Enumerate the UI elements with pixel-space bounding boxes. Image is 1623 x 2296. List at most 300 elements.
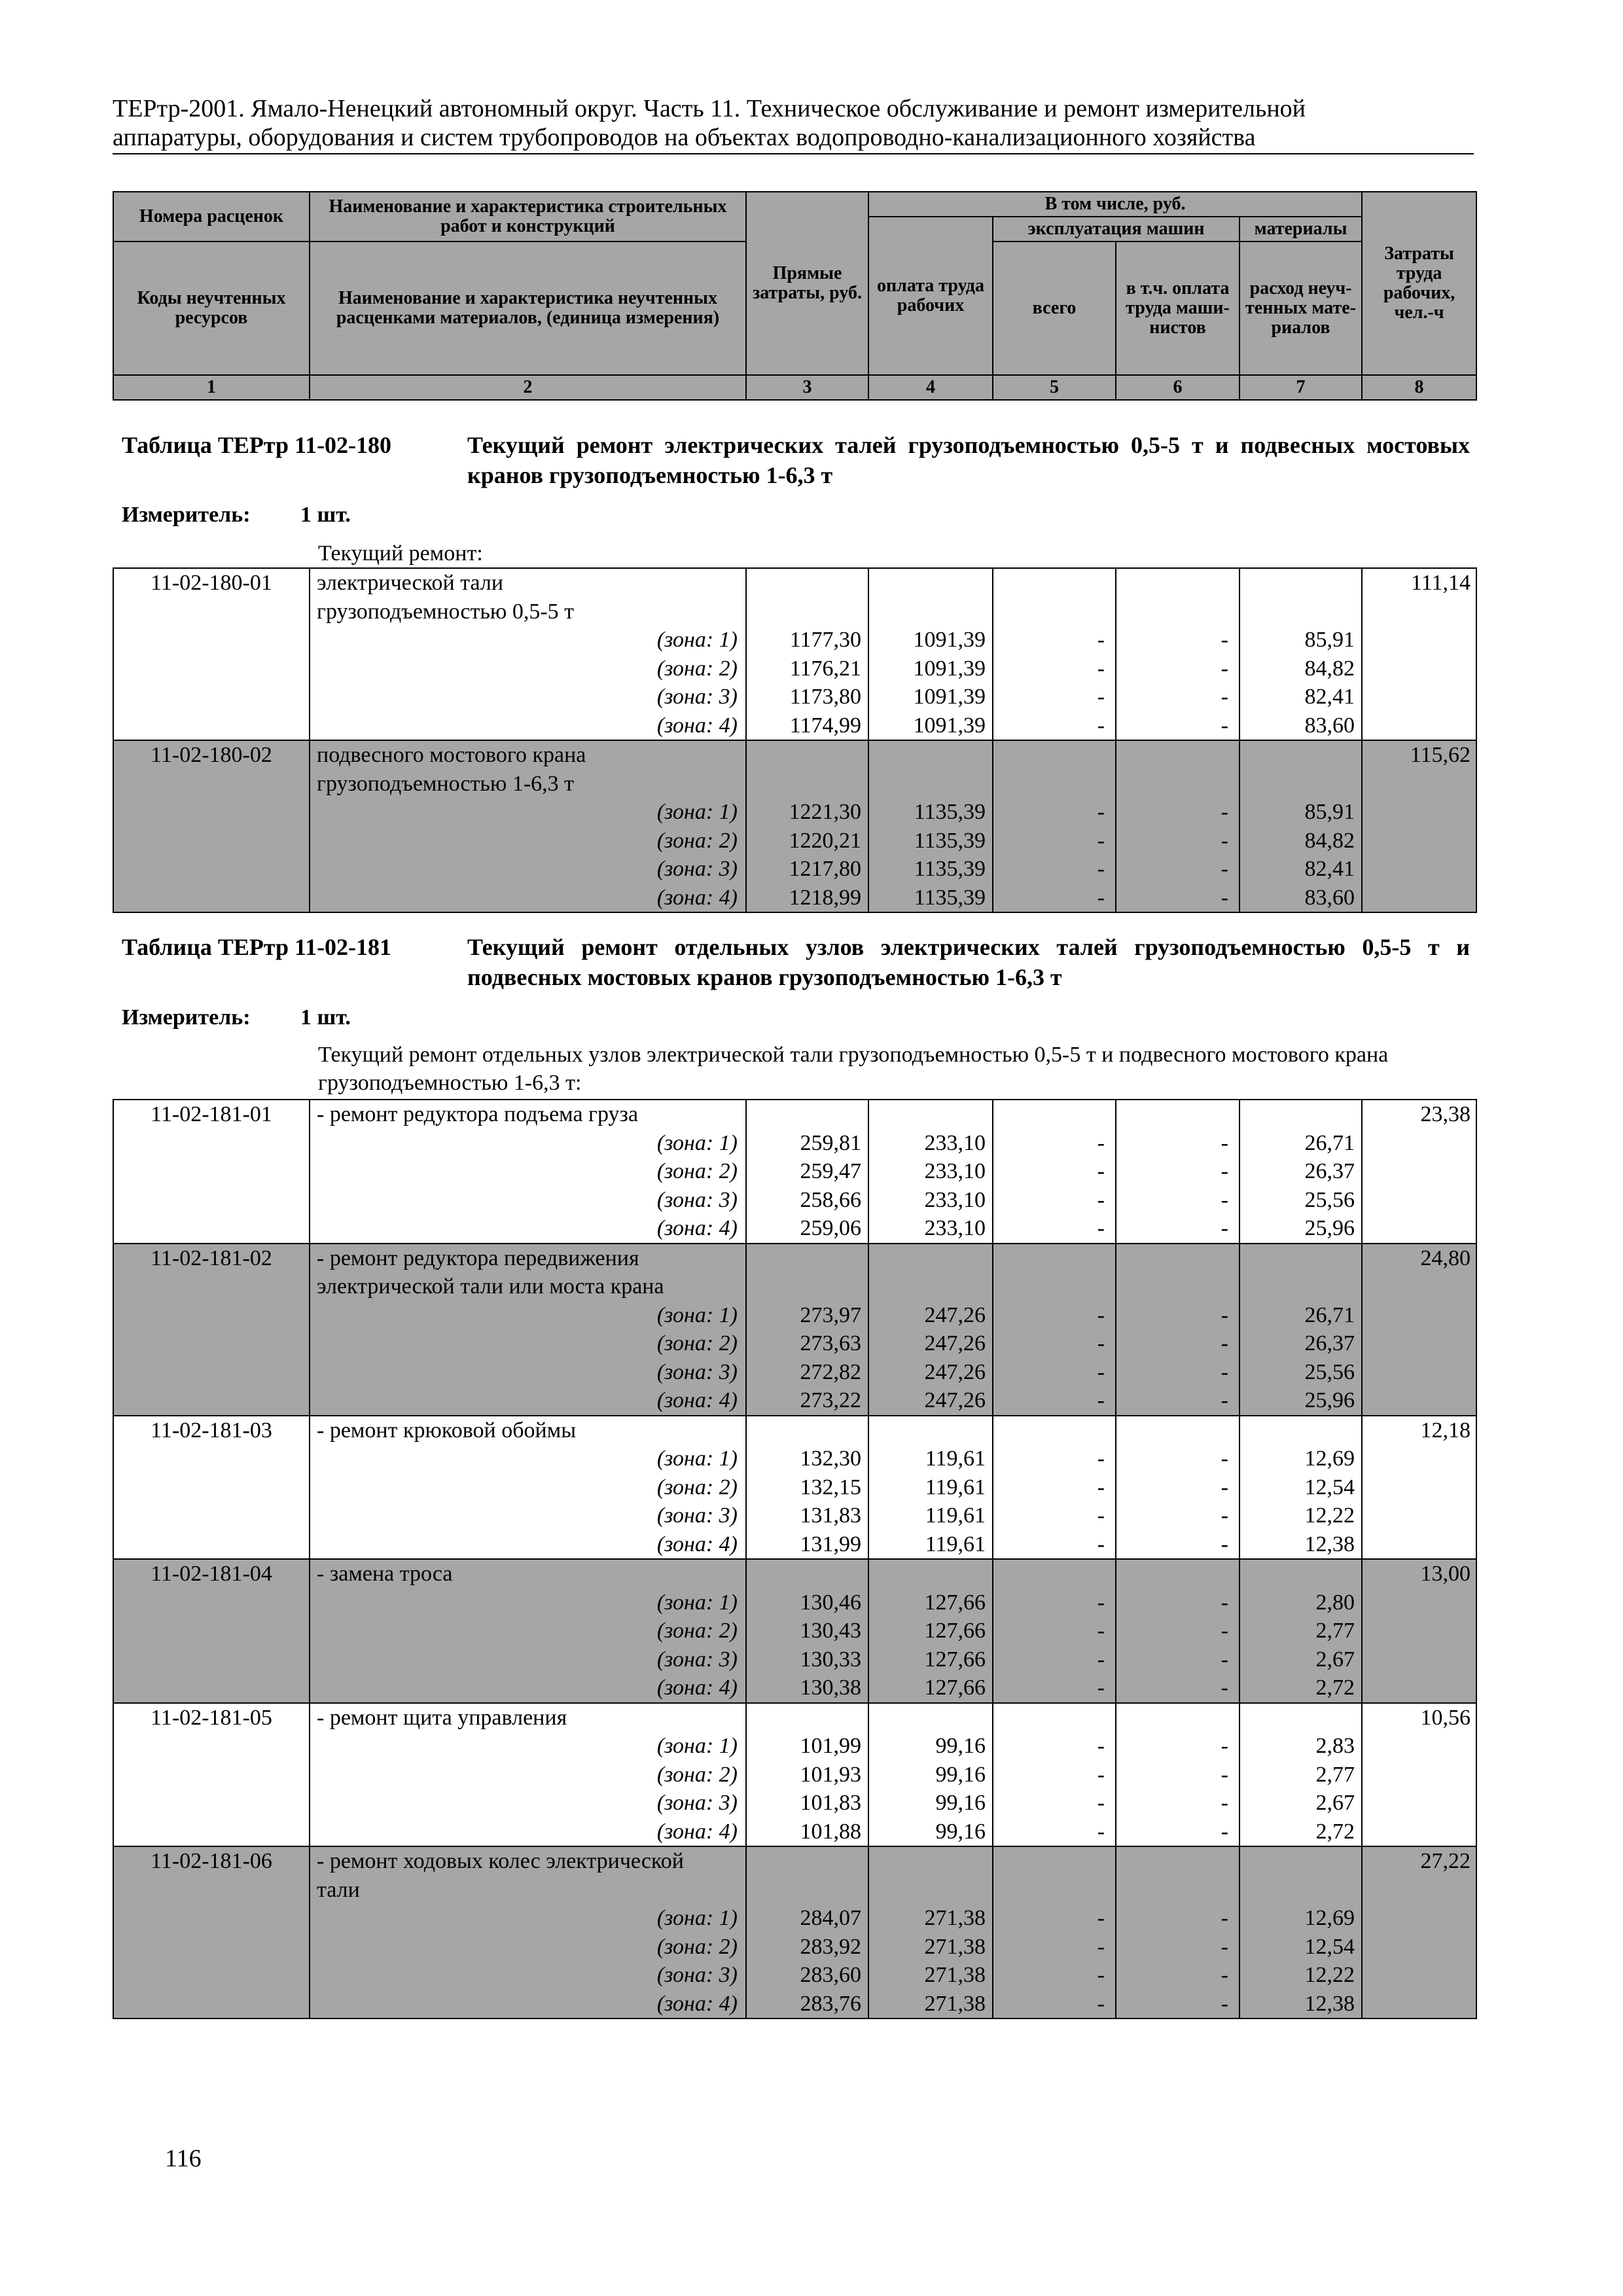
empty-cell — [1116, 1846, 1240, 1876]
header-total: всего — [993, 242, 1116, 375]
rate-subrow — [113, 1588, 1476, 1617]
machinists-pay: - — [1116, 1761, 1240, 1789]
header-incl-rub: В том числе, руб. — [868, 192, 1362, 217]
table-181-title: Текущий ремонт отдельных узлов электрических талей грузоподъемностью 0,5-5 т и подвесных мостовых кранов грузоподъемностью 1-6,3 т — [467, 934, 1470, 990]
machinists-pay: - — [1116, 1444, 1240, 1473]
rate-subrow — [113, 1473, 1476, 1502]
materials-cost: 25,56 — [1240, 1358, 1362, 1387]
zone-label: (зона: 4) — [310, 884, 746, 913]
empty-cell — [746, 1416, 868, 1445]
table-181-intro: Текущий ремонт отдельных узлов электрической тали грузоподъемностью 0,5-5 т и подвесного мостового крана грузоподъемностью 1-6,3 т: — [318, 1043, 1389, 1095]
empty-cell — [1362, 1674, 1476, 1703]
meter-value: 1 шт. — [300, 503, 351, 527]
zone-label: (зона: 4) — [310, 711, 746, 741]
empty-cell — [1362, 855, 1476, 884]
direct-cost: 101,88 — [746, 1818, 868, 1847]
header-codes: Коды неучтенных ресурсов — [113, 242, 310, 375]
labor-cost — [1362, 1876, 1476, 1905]
rate-name: тали — [310, 1876, 746, 1905]
workers-pay: 119,61 — [868, 1473, 993, 1502]
machinists-pay: - — [1116, 1157, 1240, 1186]
empty-cell — [1116, 1559, 1240, 1588]
rate-code: 11-02-180-02 — [113, 740, 310, 770]
direct-cost: 283,92 — [746, 1933, 868, 1962]
machine-cost: - — [993, 1501, 1116, 1530]
workers-pay: 127,66 — [868, 1617, 993, 1645]
workers-pay: 271,38 — [868, 1990, 993, 2019]
materials-cost: 12,69 — [1240, 1444, 1362, 1473]
workers-pay: 271,38 — [868, 1904, 993, 1933]
column-number: 8 — [1362, 375, 1476, 400]
zone-label: (зона: 2) — [310, 1761, 746, 1789]
empty-cell — [868, 1559, 993, 1588]
rate-row — [113, 1703, 1476, 1732]
machinists-pay: - — [1116, 1329, 1240, 1358]
empty-cell — [993, 1559, 1116, 1588]
empty-cell — [113, 1990, 310, 2019]
zone-label: (зона: 3) — [310, 855, 746, 884]
machine-cost: - — [993, 1732, 1116, 1761]
empty-cell — [1116, 1100, 1240, 1129]
machine-cost: - — [993, 855, 1116, 884]
machinists-pay: - — [1116, 683, 1240, 711]
machinists-pay: - — [1116, 884, 1240, 913]
labor-cost — [1362, 770, 1476, 798]
empty-cell — [1240, 568, 1362, 598]
zone-label: (зона: 3) — [310, 1186, 746, 1215]
zone-label: (зона: 2) — [310, 1473, 746, 1502]
header-machine-operation: эксплуатация машин — [993, 217, 1240, 242]
direct-cost: 1220,21 — [746, 827, 868, 855]
empty-cell — [1362, 884, 1476, 913]
empty-cell — [1362, 655, 1476, 683]
direct-cost: 130,38 — [746, 1674, 868, 1703]
workers-pay: 127,66 — [868, 1674, 993, 1703]
empty-cell — [113, 683, 310, 711]
table-180-intro: Текущий ремонт: — [318, 541, 483, 565]
rate-subrow — [113, 1501, 1476, 1530]
empty-cell — [1116, 568, 1240, 598]
rate-code: 11-02-181-06 — [113, 1846, 310, 1876]
machinists-pay: - — [1116, 1617, 1240, 1645]
rate-row — [113, 1846, 1476, 1876]
zone-label: (зона: 4) — [310, 1530, 746, 1560]
empty-cell — [113, 1588, 310, 1617]
table-181-body — [113, 1099, 1477, 2019]
workers-pay: 1091,39 — [868, 683, 993, 711]
zone-label: (зона: 2) — [310, 1329, 746, 1358]
direct-cost: 1174,99 — [746, 711, 868, 741]
rate-subrow — [113, 1214, 1476, 1244]
empty-cell — [1362, 1645, 1476, 1674]
direct-cost: 273,97 — [746, 1301, 868, 1330]
empty-cell — [1116, 740, 1240, 770]
machine-cost: - — [993, 1904, 1116, 1933]
machinists-pay: - — [1116, 827, 1240, 855]
column-number: 5 — [993, 375, 1116, 400]
empty-cell — [746, 1559, 868, 1588]
rate-subrow — [113, 1933, 1476, 1962]
rate-subrow — [113, 1818, 1476, 1847]
empty-cell — [113, 1501, 310, 1530]
empty-cell — [868, 1416, 993, 1445]
table-180-title: Текущий ремонт электрических талей грузоподъемностью 0,5-5 т и подвесных мостовых кранов грузоподъемностью 1-6,3 т — [467, 432, 1470, 488]
machinists-pay: - — [1116, 1186, 1240, 1215]
empty-cell — [1362, 1186, 1476, 1215]
materials-cost: 12,22 — [1240, 1501, 1362, 1530]
labor-cost: 27,22 — [1362, 1846, 1476, 1876]
direct-cost: 273,22 — [746, 1386, 868, 1416]
workers-pay: 247,26 — [868, 1329, 993, 1358]
rate-row — [113, 1244, 1476, 1273]
empty-cell — [993, 1244, 1116, 1273]
rate-name: - ремонт ходовых колес электрической — [310, 1846, 746, 1876]
header-workers-pay: оплата труда рабочих — [868, 217, 993, 375]
rate-subrow — [113, 655, 1476, 683]
machinists-pay: - — [1116, 855, 1240, 884]
empty-cell — [868, 1846, 993, 1876]
direct-cost: 131,83 — [746, 1501, 868, 1530]
empty-cell — [1362, 1444, 1476, 1473]
direct-cost: 259,06 — [746, 1214, 868, 1244]
machine-cost: - — [993, 626, 1116, 655]
machinists-pay: - — [1116, 626, 1240, 655]
empty-cell — [1362, 1329, 1476, 1358]
empty-cell — [113, 1904, 310, 1933]
machine-cost: - — [993, 1961, 1116, 1990]
zone-label: (зона: 3) — [310, 683, 746, 711]
materials-cost: 84,82 — [1240, 827, 1362, 855]
rate-name: электрической тали или моста крана — [310, 1272, 746, 1301]
machine-cost: - — [993, 884, 1116, 913]
direct-cost: 130,43 — [746, 1617, 868, 1645]
rate-subrow — [113, 855, 1476, 884]
machinists-pay: - — [1116, 1473, 1240, 1502]
empty-cell — [113, 1214, 310, 1244]
empty-cell — [993, 740, 1116, 770]
rate-name: - ремонт редуктора передвижения — [310, 1244, 746, 1273]
empty-cell — [113, 1818, 310, 1847]
materials-cost: 82,41 — [1240, 855, 1362, 884]
empty-cell — [1240, 1244, 1362, 1273]
machine-cost: - — [993, 1645, 1116, 1674]
empty-cell — [868, 1272, 993, 1301]
direct-cost: 1176,21 — [746, 655, 868, 683]
materials-cost: 26,71 — [1240, 1129, 1362, 1158]
machinists-pay: - — [1116, 1789, 1240, 1818]
machine-cost: - — [993, 655, 1116, 683]
empty-cell — [1362, 1358, 1476, 1387]
workers-pay: 99,16 — [868, 1732, 993, 1761]
empty-cell — [993, 770, 1116, 798]
rate-subrow — [113, 1186, 1476, 1215]
rate-subrow — [113, 1530, 1476, 1560]
machine-cost: - — [993, 1761, 1116, 1789]
workers-pay: 1091,39 — [868, 655, 993, 683]
machinists-pay: - — [1116, 1214, 1240, 1244]
rate-name: - замена троса — [310, 1559, 746, 1588]
rate-subrow — [113, 683, 1476, 711]
workers-pay: 1091,39 — [868, 626, 993, 655]
materials-cost: 2,72 — [1240, 1818, 1362, 1847]
machinists-pay: - — [1116, 1301, 1240, 1330]
empty-cell — [1116, 1416, 1240, 1445]
meter-label: Измеритель: — [122, 503, 251, 527]
zone-label: (зона: 2) — [310, 655, 746, 683]
materials-cost: 83,60 — [1240, 711, 1362, 741]
header-rates-numbers: Номера расценок — [113, 192, 310, 242]
zone-label: (зона: 1) — [310, 1301, 746, 1330]
rate-code — [113, 1876, 310, 1905]
workers-pay: 99,16 — [868, 1818, 993, 1847]
rate-subrow — [113, 1990, 1476, 2019]
header-incl-machinists: в т.ч. оплата труда маши-нистов — [1116, 242, 1240, 375]
rate-subrow — [113, 598, 1476, 626]
meter-value: 1 шт. — [300, 1005, 351, 1030]
rate-subrow — [113, 1358, 1476, 1387]
machine-cost: - — [993, 1329, 1116, 1358]
labor-cost — [1362, 1272, 1476, 1301]
zone-label: (зона: 2) — [310, 1157, 746, 1186]
materials-cost: 26,71 — [1240, 1301, 1362, 1330]
meter-label: Измеритель: — [122, 1005, 251, 1030]
empty-cell — [113, 1129, 310, 1158]
direct-cost: 258,66 — [746, 1186, 868, 1215]
rate-name: грузоподъемностью 1-6,3 т — [310, 770, 746, 798]
workers-pay: 271,38 — [868, 1961, 993, 1990]
machine-cost: - — [993, 1386, 1116, 1416]
machine-cost: - — [993, 827, 1116, 855]
rate-row — [113, 568, 1476, 598]
machinists-pay: - — [1116, 1674, 1240, 1703]
column-number: 3 — [746, 375, 868, 400]
materials-cost: 25,56 — [1240, 1186, 1362, 1215]
machine-cost: - — [993, 1789, 1116, 1818]
materials-cost: 2,67 — [1240, 1789, 1362, 1818]
zone-label: (зона: 1) — [310, 1732, 746, 1761]
labor-cost — [1362, 598, 1476, 626]
zone-label: (зона: 4) — [310, 1818, 746, 1847]
materials-cost: 85,91 — [1240, 798, 1362, 827]
rate-subrow — [113, 827, 1476, 855]
empty-cell — [113, 1617, 310, 1645]
machine-cost: - — [993, 1358, 1116, 1387]
machine-cost: - — [993, 1129, 1116, 1158]
empty-cell — [1362, 1990, 1476, 2019]
rate-subrow — [113, 1157, 1476, 1186]
empty-cell — [1362, 1732, 1476, 1761]
zone-label: (зона: 4) — [310, 1386, 746, 1416]
empty-cell — [113, 884, 310, 913]
zone-label: (зона: 4) — [310, 1214, 746, 1244]
rate-subrow — [113, 1876, 1476, 1905]
empty-cell — [1362, 711, 1476, 741]
materials-cost: 12,54 — [1240, 1933, 1362, 1962]
direct-cost: 1217,80 — [746, 855, 868, 884]
empty-cell — [1240, 770, 1362, 798]
zone-label: (зона: 1) — [310, 1444, 746, 1473]
machinists-pay: - — [1116, 1530, 1240, 1560]
empty-cell — [746, 1703, 868, 1732]
machinists-pay: - — [1116, 1129, 1240, 1158]
header-material-name: Наименование и характеристика неучтенных расценками материалов, (единица измерения) — [310, 242, 746, 375]
rate-code: 11-02-181-01 — [113, 1100, 310, 1129]
materials-cost: 2,80 — [1240, 1588, 1362, 1617]
rate-subrow — [113, 1617, 1476, 1645]
machine-cost: - — [993, 1617, 1116, 1645]
zone-label: (зона: 3) — [310, 1961, 746, 1990]
empty-cell — [746, 1876, 868, 1905]
direct-cost: 131,99 — [746, 1530, 868, 1560]
page-header — [113, 94, 1474, 154]
empty-cell — [1362, 1904, 1476, 1933]
machinists-pay: - — [1116, 655, 1240, 683]
machine-cost: - — [993, 711, 1116, 741]
rate-row — [113, 740, 1476, 770]
empty-cell — [113, 855, 310, 884]
empty-cell — [746, 1846, 868, 1876]
empty-cell — [1362, 1617, 1476, 1645]
machine-cost: - — [993, 1990, 1116, 2019]
empty-cell — [1240, 598, 1362, 626]
column-number: 7 — [1240, 375, 1362, 400]
empty-cell — [1240, 1876, 1362, 1905]
machinists-pay: - — [1116, 1358, 1240, 1387]
workers-pay: 233,10 — [868, 1214, 993, 1244]
empty-cell — [746, 1100, 868, 1129]
workers-pay: 119,61 — [868, 1444, 993, 1473]
empty-cell — [868, 740, 993, 770]
zone-label: (зона: 2) — [310, 1933, 746, 1962]
direct-cost: 283,60 — [746, 1961, 868, 1990]
empty-cell — [113, 1789, 310, 1818]
empty-cell — [113, 798, 310, 827]
empty-cell — [1362, 1214, 1476, 1244]
materials-cost: 2,77 — [1240, 1617, 1362, 1645]
direct-cost: 1218,99 — [746, 884, 868, 913]
machine-cost: - — [993, 1933, 1116, 1962]
empty-cell — [868, 1244, 993, 1273]
direct-cost: 259,47 — [746, 1157, 868, 1186]
machine-cost: - — [993, 683, 1116, 711]
workers-pay: 119,61 — [868, 1530, 993, 1560]
empty-cell — [746, 1272, 868, 1301]
header-line-1: ТЕРтр-2001. Ямало-Ненецкий автономный округ. Часть 11. Техническое обслуживание и ремонт измерительной — [113, 95, 1306, 122]
empty-cell — [868, 1100, 993, 1129]
empty-cell — [993, 1876, 1116, 1905]
rate-subrow — [113, 1961, 1476, 1990]
empty-cell — [1240, 1416, 1362, 1445]
rate-subrow — [113, 798, 1476, 827]
empty-cell — [993, 1416, 1116, 1445]
workers-pay: 1135,39 — [868, 798, 993, 827]
rate-subrow — [113, 1645, 1476, 1674]
column-number: 1 — [113, 375, 310, 400]
machine-cost: - — [993, 1157, 1116, 1186]
labor-cost: 12,18 — [1362, 1416, 1476, 1445]
empty-cell — [1116, 1876, 1240, 1905]
rate-subrow — [113, 1904, 1476, 1933]
rate-subrow — [113, 1272, 1476, 1301]
header-line-2: аппаратуры, оборудования и систем трубопроводов на объектах водопроводно-канализационного хозяйства — [113, 124, 1256, 151]
table-180-number: Таблица ТЕРтр 11-02-180 — [122, 432, 392, 458]
workers-pay: 1135,39 — [868, 855, 993, 884]
rate-name: - ремонт редуктора подъема груза — [310, 1100, 746, 1129]
labor-cost: 10,56 — [1362, 1703, 1476, 1732]
labor-cost: 111,14 — [1362, 568, 1476, 598]
direct-cost: 259,81 — [746, 1129, 868, 1158]
rate-subrow — [113, 1789, 1476, 1818]
machine-cost: - — [993, 1186, 1116, 1215]
empty-cell — [113, 1386, 310, 1416]
empty-cell — [1362, 1501, 1476, 1530]
rate-subrow — [113, 1329, 1476, 1358]
empty-cell — [1362, 1129, 1476, 1158]
materials-cost: 82,41 — [1240, 683, 1362, 711]
empty-cell — [1362, 1761, 1476, 1789]
rate-subrow — [113, 626, 1476, 655]
labor-cost: 13,00 — [1362, 1559, 1476, 1588]
workers-pay: 1091,39 — [868, 711, 993, 741]
empty-cell — [1240, 1846, 1362, 1876]
workers-pay: 233,10 — [868, 1129, 993, 1158]
machine-cost: - — [993, 1674, 1116, 1703]
empty-cell — [1240, 1559, 1362, 1588]
empty-cell — [113, 1645, 310, 1674]
zone-label: (зона: 3) — [310, 1789, 746, 1818]
rate-code: 11-02-181-04 — [113, 1559, 310, 1588]
empty-cell — [1362, 1933, 1476, 1962]
empty-cell — [1362, 1961, 1476, 1990]
header-materials: материалы — [1240, 217, 1362, 242]
machinists-pay: - — [1116, 1933, 1240, 1962]
empty-cell — [1362, 1301, 1476, 1330]
direct-cost: 283,76 — [746, 1990, 868, 2019]
zone-label: (зона: 3) — [310, 1645, 746, 1674]
empty-cell — [1362, 1530, 1476, 1560]
materials-cost: 2,77 — [1240, 1761, 1362, 1789]
direct-cost: 1221,30 — [746, 798, 868, 827]
header-unaccounted-materials: расход неуч-тенных мате-риалов — [1240, 242, 1362, 375]
rate-name: электрической тали — [310, 568, 746, 598]
machine-cost: - — [993, 1444, 1116, 1473]
empty-cell — [113, 711, 310, 741]
column-number: 6 — [1116, 375, 1240, 400]
rate-code — [113, 770, 310, 798]
direct-cost: 273,63 — [746, 1329, 868, 1358]
empty-cell — [113, 1186, 310, 1215]
empty-cell — [113, 1933, 310, 1962]
direct-cost: 132,30 — [746, 1444, 868, 1473]
rate-name: - ремонт щита управления — [310, 1703, 746, 1732]
empty-cell — [746, 568, 868, 598]
materials-cost: 85,91 — [1240, 626, 1362, 655]
empty-cell — [1362, 1588, 1476, 1617]
empty-cell — [113, 1157, 310, 1186]
rate-code: 11-02-181-03 — [113, 1416, 310, 1445]
rate-subrow — [113, 1386, 1476, 1416]
machinists-pay: - — [1116, 1818, 1240, 1847]
empty-cell — [1116, 598, 1240, 626]
rate-code — [113, 598, 310, 626]
empty-cell — [113, 1358, 310, 1387]
empty-cell — [1116, 770, 1240, 798]
materials-cost: 25,96 — [1240, 1386, 1362, 1416]
empty-cell — [1362, 626, 1476, 655]
empty-cell — [113, 1329, 310, 1358]
empty-cell — [113, 626, 310, 655]
table-180-title-block — [122, 430, 1470, 490]
